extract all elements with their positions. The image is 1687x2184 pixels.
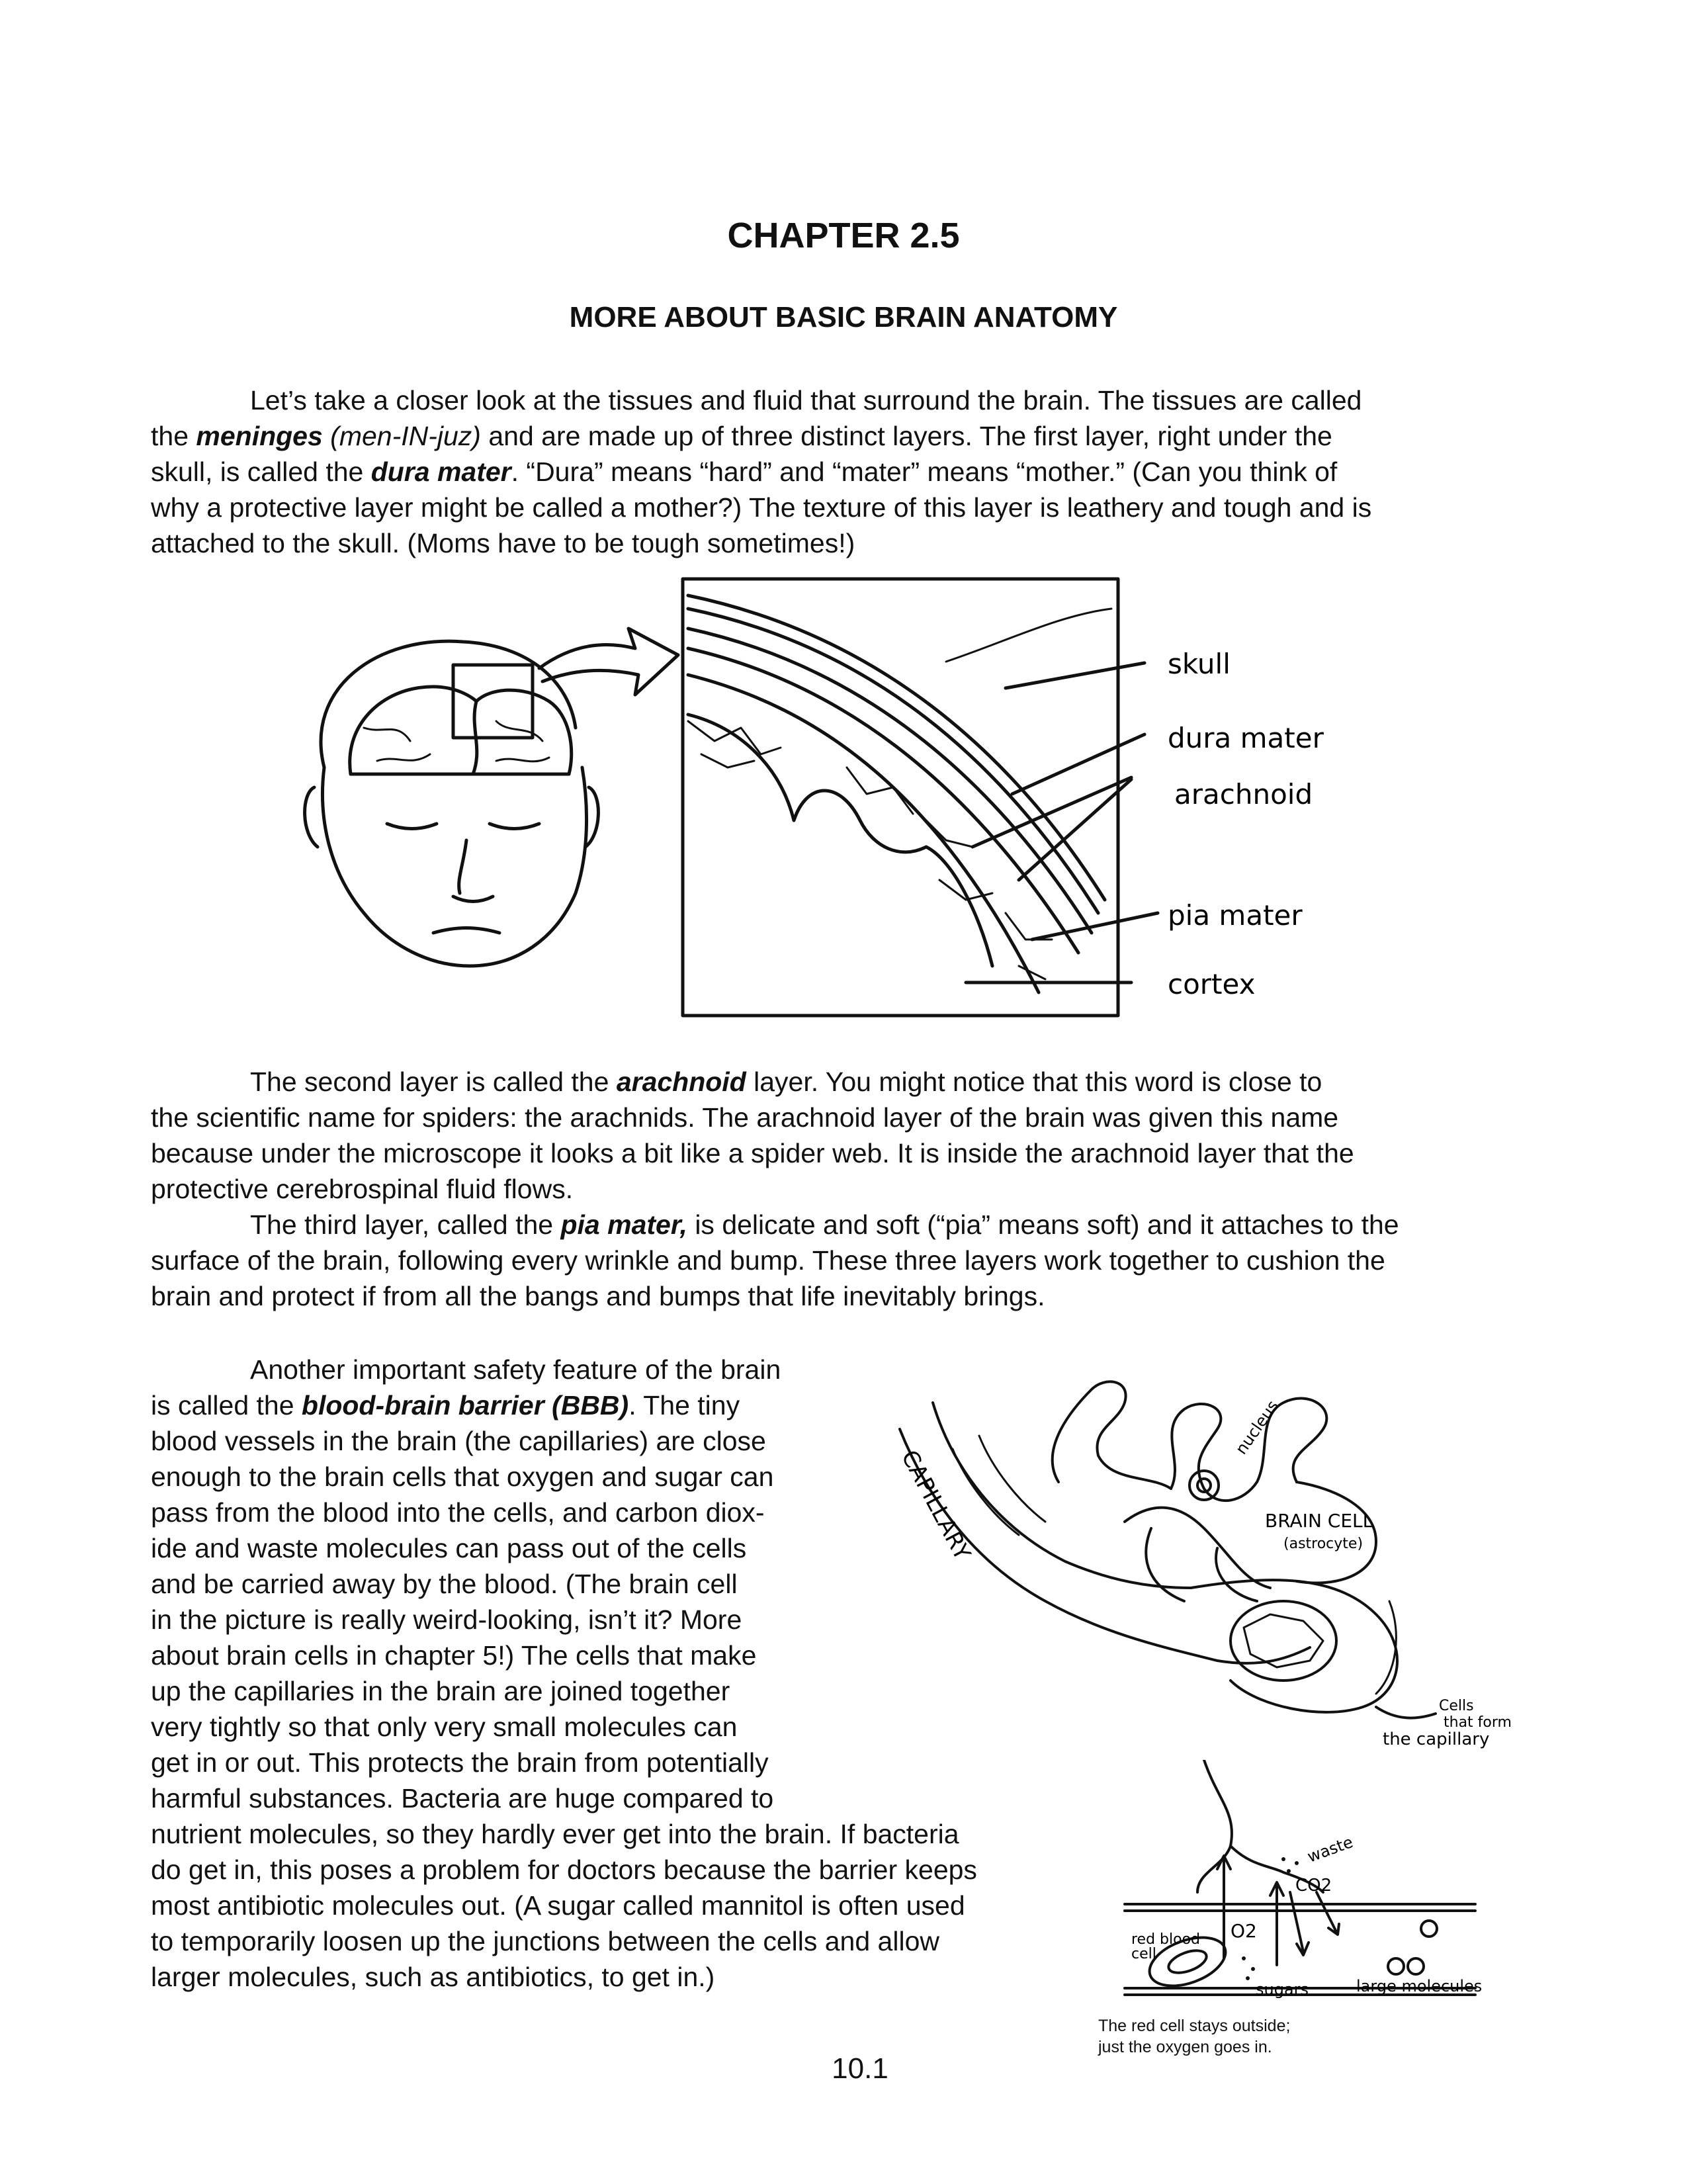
text-line: pass from the blood into the cells, and carbon diox-: [151, 1497, 765, 1528]
term-blood-brain-barrier: blood-brain barrier (BBB): [301, 1390, 629, 1420]
label-co2: CO2: [1295, 1876, 1332, 1896]
text-line: enough to the brain cells that oxygen and sugar can: [151, 1462, 774, 1492]
label-skull: skull: [1168, 648, 1231, 680]
term-arachnoid: arachnoid: [616, 1067, 746, 1097]
text-line: the scientific name for spiders: the arachnids. The arachnoid layer of the brain was given this name: [151, 1102, 1339, 1133]
text-line: is called the blood-brain barrier (BBB). The tiny: [151, 1390, 740, 1420]
label-the-capillary: the capillary: [1383, 1729, 1490, 1749]
label-brain-cell: BRAIN CELL: [1265, 1510, 1373, 1532]
text-line: attached to the skull. (Moms have to be tough sometimes!): [151, 528, 855, 558]
caption-line: just the oxygen goes in.: [1098, 2038, 1272, 2056]
meninges-figure: [278, 569, 1363, 1032]
text-line: get in or out. This protects the brain from potentially: [151, 1747, 769, 1778]
label-astrocyte: (astrocyte): [1283, 1536, 1363, 1552]
capillary-figure: [873, 1350, 1522, 1786]
text-line: harmful substances. Bacteria are huge compared to: [151, 1783, 774, 1813]
text-line: Let’s take a closer look at the tissues and fluid that surround the brain. The tissues are called: [250, 385, 1362, 415]
caption-line: The red cell stays outside;: [1098, 2017, 1291, 2035]
figure-caption: [1098, 2015, 1290, 2058]
text-line: up the capillaries in the brain are joined together: [151, 1676, 730, 1706]
text-line: larger molecules, such as antibiotics, to get in.): [151, 1962, 715, 1992]
term-meninges: meninges: [196, 421, 323, 451]
text-line: protective cerebrospinal fluid flows.: [151, 1174, 574, 1204]
label-pia-mater: pia mater: [1168, 899, 1303, 932]
text-line: about brain cells in chapter 5!) The cells that make: [151, 1640, 757, 1671]
section-title: MORE ABOUT BASIC BRAIN ANATOMY: [569, 301, 1118, 333]
text-line: surface of the brain, following every wrinkle and bump. These three layers work together to cushion the: [151, 1245, 1385, 1276]
text-line: do get in, this poses a problem for doctors because the barrier keeps: [151, 1855, 977, 1885]
label-capillary: CAPILLARY: [896, 1446, 976, 1565]
label-cell: cell: [1131, 1946, 1156, 1962]
cross-section-illustration: [683, 579, 1118, 1016]
term-dura-mater: dura mater: [370, 457, 511, 487]
label-waste: waste: [1305, 1833, 1356, 1866]
text-line: and be carried away by the blood. (The brain cell: [151, 1569, 738, 1599]
label-that-form: that form: [1444, 1714, 1512, 1731]
barrier-exchange-figure: [1085, 1760, 1522, 2005]
page-number: 10.1: [832, 2052, 888, 2085]
text-line: The second layer is called the arachnoid layer. You might notice that this word is close to: [250, 1067, 1322, 1097]
nucleus-icon: [1190, 1471, 1219, 1500]
text-line: very tightly so that only very small molecules can: [151, 1712, 738, 1742]
text-line: because under the microscope it looks a bit like a spider web. It is inside the arachnoid layer that the: [151, 1138, 1354, 1168]
text-line: why a protective layer might be called a mother?) The texture of this layer is leathery and tough and is: [151, 492, 1372, 523]
label-red-blood: red blood: [1131, 1931, 1201, 1948]
text-line: blood vessels in the brain (the capillaries) are close: [151, 1426, 766, 1456]
label-cortex: cortex: [1168, 968, 1256, 1000]
text-line: most antibiotic molecules out. (A sugar called mannitol is often used: [151, 1890, 965, 1921]
text-line: The third layer, called the pia mater, is delicate and soft (“pia” means soft) and it attaches to the: [250, 1209, 1399, 1240]
label-dura-mater: dura mater: [1168, 722, 1324, 754]
label-sugars: sugars: [1256, 1980, 1309, 1999]
term-pia-mater: pia mater,: [560, 1209, 687, 1240]
text-line: to temporarily loosen up the junctions between the cells and allow: [151, 1926, 939, 1956]
paragraph-meninges: [151, 382, 1553, 561]
zoom-arrow-icon: [539, 629, 678, 695]
chapter-title: CHAPTER 2.5: [727, 216, 960, 255]
label-large-molecules: large molecules: [1356, 1977, 1483, 1995]
head-illustration: [305, 641, 599, 966]
text-line: Another important safety feature of the brain: [250, 1354, 781, 1385]
label-nucleus: nucleus: [1231, 1397, 1283, 1458]
label-o2: O2: [1231, 1920, 1257, 1942]
text-line: in the picture is really weird-looking, isn’t it? More: [151, 1604, 742, 1635]
text-line: brain and protect if from all the bangs and bumps that life inevitably brings.: [151, 1281, 1045, 1311]
paragraph-arachnoid: [151, 1064, 1553, 1314]
text-line: ide and waste molecules can pass out of the cells: [151, 1533, 747, 1563]
text-line: nutrient molecules, so they hardly ever get into the brain. If bacteria: [151, 1819, 959, 1849]
text-line: the meninges (men-IN-juz) and are made up of three distinct layers. The first layer, right under the: [151, 421, 1332, 451]
label-arachnoid: arachnoid: [1174, 778, 1313, 810]
text-line: skull, is called the dura mater. “Dura” means “hard” and “mater” means “mother.” (Can you think of: [151, 457, 1338, 487]
label-cells: Cells: [1439, 1698, 1474, 1714]
